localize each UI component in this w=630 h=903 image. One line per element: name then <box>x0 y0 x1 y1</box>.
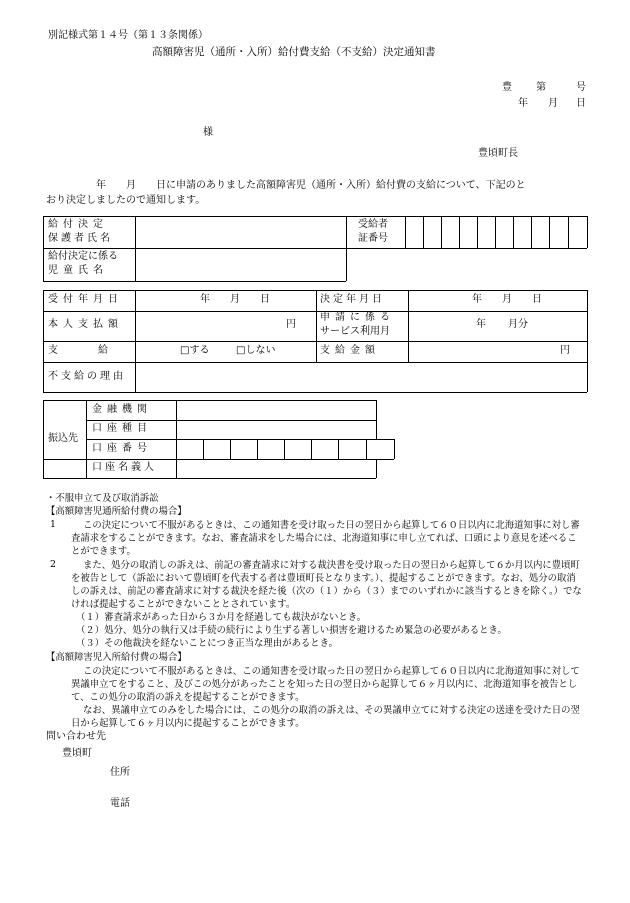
payment-amount-yen: 円 <box>560 345 570 356</box>
receipt-date-year: 年 <box>200 294 210 305</box>
intro-year: 年 <box>96 180 106 191</box>
transfer-label: 振込先 <box>48 433 78 444</box>
contact-address-label: 住所 <box>110 767 130 778</box>
doc-number-prefix: 豊 <box>502 82 512 93</box>
intro-month: 月 <box>126 180 136 191</box>
decision-date-label: 決定年月日 <box>320 294 385 305</box>
receipt-date-label: 受付年月日 <box>48 294 123 305</box>
section2-title: 【高額障害児入所給付費の場合】 <box>46 652 187 663</box>
recipient-number-label-1: 受給者 <box>358 219 388 230</box>
intro-text-line2: おり決定しましたので通知します。 <box>46 195 206 206</box>
decision-date-year: 年 <box>472 294 482 305</box>
child-label-2: 児童氏名 <box>48 265 108 276</box>
option-pay-checkbox[interactable]: □する <box>180 345 210 356</box>
item2-text: また、処分の取消しの訴えは、前記の審査請求に対する裁決書を受け取った日の翌日から起算して６か月以内に豊頃町を被告として（訴訟において豊頃町を代表する者は豊頃町長となります。）、提起することができます。なお、処分の取消しの訴えは、前記の審査請求に対する裁決を経た後（次の（１）から（３）までのいずれかに該当するときを除く。）でなければ提起することができないこととされています。 <box>71 560 582 610</box>
issue-date-month: 月 <box>548 98 558 109</box>
option-no-pay-checkbox[interactable]: □しない <box>236 345 276 356</box>
item1-text: この決定について不服があるときは、この通知書を受け取った日の翌日から起算して６０日以内に北海道知事に対し審査請求をすることができます。なお、審査請求をした場合には、北海道知事に申し立てれば、口頭により意見を述べることができます。 <box>71 520 580 557</box>
issue-date-day: 日 <box>576 98 586 109</box>
payment-amount-label: 支給金額 <box>320 345 380 356</box>
contact-heading: 問い合わせ先 <box>46 731 106 742</box>
condition-1: （１）審査請求があった日から３か月を経過しても裁決がないとき。 <box>76 612 367 623</box>
document-title: 高額障害児（通所・入所）給付費支給（不支給）決定通知書 <box>152 46 436 58</box>
contact-phone-label: 電話 <box>110 798 130 809</box>
intro-text-line1: 日に申請のありました高額障害児（通所・入所）給付費の支給について、下記のと <box>156 180 526 191</box>
receipt-date-month: 月 <box>230 294 240 305</box>
form-number: 別記様式第１４号（第１３条関係） <box>48 30 208 41</box>
non-payment-reason-label: 不支給の理由 <box>48 371 126 382</box>
section2-paragraph2: なお、異議申立てのみをした場合には、この処分の取消の訴えは、その異議申立てに対する決定の送達を受けた日の翌日から起算して６ヶ月以内に提起することができます。 <box>71 705 580 729</box>
receipt-date-day: 日 <box>260 294 270 305</box>
service-month-label-1: 申請に係る <box>320 312 395 323</box>
service-month: 月分 <box>508 319 528 330</box>
self-payment-yen: 円 <box>286 319 296 330</box>
doc-number-suffix: 号 <box>576 82 586 93</box>
decision-date-month: 月 <box>502 294 512 305</box>
contact-town: 豊頃町 <box>62 748 92 759</box>
service-year: 年 <box>476 319 486 330</box>
section2-paragraph1: この決定について不服があるときは、この通知書を受け取った日の翌日から起算して６０日以内に北海道知事に対して異議申立てをすること、及びこの処分があったことを知った日の翌日から起算して６ヶ月以内に、北海道知事を被告として、この処分の取消の訴えを提起することができます。 <box>71 666 580 703</box>
section1-title: 【高額障害児通所給付費の場合】 <box>46 506 187 517</box>
guardian-label-1: 給付決定 <box>48 219 108 230</box>
condition-3: （３）その他裁決を経ないことにつき正当な理由があるとき。 <box>76 638 338 649</box>
condition-2: （２）処分、処分の執行又は手続の続行により生ずる著しい損害を避けるため緊急の必要があるとき。 <box>76 625 507 636</box>
sender-name: 豊頃町長 <box>478 148 518 159</box>
doc-number-mid: 第 <box>536 82 546 93</box>
payment-label: 支 給 <box>48 345 108 356</box>
child-label-1: 給付決定に係る <box>48 251 118 262</box>
item1-number: 1 <box>50 519 56 530</box>
recipient-number-label-2: 証番号 <box>358 233 388 244</box>
appeal-heading: ・不服申立て及び取消訴訟 <box>46 493 159 504</box>
issue-date-year: 年 <box>518 98 528 109</box>
self-payment-label: 本人支払額 <box>48 319 123 330</box>
service-month-label-2: サービス利用月 <box>320 326 390 337</box>
account-holder-label: 口座名義人 <box>92 462 157 473</box>
institution-label: 金融機関 <box>92 404 152 415</box>
item2-number: 2 <box>50 559 56 570</box>
account-type-label: 口座種目 <box>92 423 152 434</box>
addressee-suffix: 様 <box>203 127 213 138</box>
decision-date-day: 日 <box>532 294 542 305</box>
guardian-label-2: 保護者氏名 <box>48 233 113 244</box>
account-number-label: 口座番号 <box>92 443 152 454</box>
